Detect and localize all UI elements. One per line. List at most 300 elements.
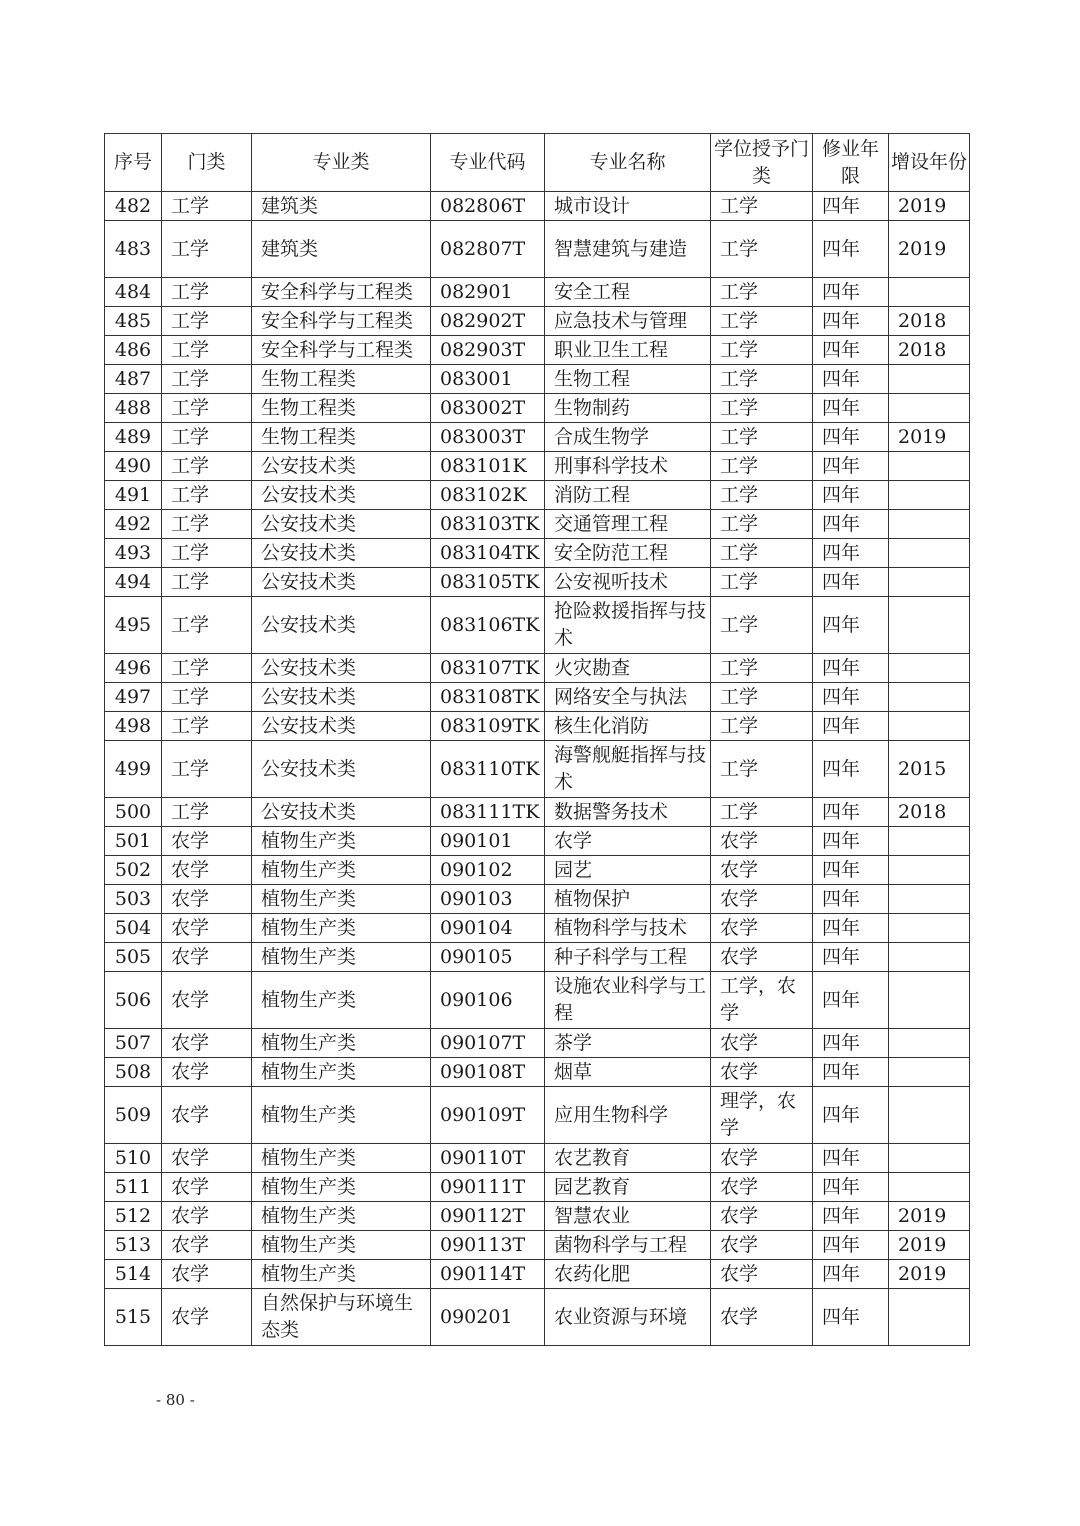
header-major-name: 专业名称 [545, 134, 711, 192]
cell-index: 490 [105, 452, 162, 481]
cell-major-code: 083106TK [431, 597, 545, 654]
cell-study-years: 四年 [813, 1029, 889, 1058]
cell-major-class: 公安技术类 [252, 539, 431, 568]
cell-year-added: 2019 [889, 1231, 970, 1260]
cell-discipline: 工学 [162, 307, 252, 336]
cell-index: 493 [105, 539, 162, 568]
cell-index: 489 [105, 423, 162, 452]
table-row [105, 481, 970, 510]
cell-discipline: 工学 [162, 394, 252, 423]
table-row [105, 597, 970, 654]
cell-degree-category: 农学 [711, 1058, 813, 1087]
cell-major-code: 082902T [431, 307, 545, 336]
cell-year-added: 2019 [889, 192, 970, 221]
cell-study-years: 四年 [813, 192, 889, 221]
cell-major-name: 数据警务技术 [545, 798, 711, 827]
cell-year-added [889, 365, 970, 394]
cell-major-name: 火灾勘查 [545, 654, 711, 683]
cell-index: 509 [105, 1087, 162, 1144]
cell-degree-category: 农学 [711, 1202, 813, 1231]
cell-major-code: 083108TK [431, 683, 545, 712]
cell-major-code: 083105TK [431, 568, 545, 597]
cell-major-name: 茶学 [545, 1029, 711, 1058]
table-row [105, 307, 970, 336]
cell-degree-category: 工学 [711, 365, 813, 394]
cell-major-class: 公安技术类 [252, 452, 431, 481]
cell-degree-category: 农学 [711, 885, 813, 914]
table-row [105, 798, 970, 827]
cell-major-class: 植物生产类 [252, 1087, 431, 1144]
cell-degree-category: 工学 [711, 539, 813, 568]
header-major-code: 专业代码 [431, 134, 545, 192]
cell-year-added [889, 1058, 970, 1087]
cell-degree-category: 工学 [711, 452, 813, 481]
cell-major-code: 083102K [431, 481, 545, 510]
cell-major-class: 植物生产类 [252, 1058, 431, 1087]
cell-index: 507 [105, 1029, 162, 1058]
cell-year-added: 2019 [889, 423, 970, 452]
cell-discipline: 工学 [162, 683, 252, 712]
cell-degree-category: 农学 [711, 827, 813, 856]
cell-major-name: 安全工程 [545, 278, 711, 307]
cell-major-code: 083003T [431, 423, 545, 452]
cell-index: 511 [105, 1173, 162, 1202]
cell-major-class: 植物生产类 [252, 943, 431, 972]
cell-study-years: 四年 [813, 972, 889, 1029]
cell-major-class: 生物工程类 [252, 423, 431, 452]
table-row [105, 683, 970, 712]
header-year-added: 增设年份 [889, 134, 970, 192]
cell-degree-category: 工学，农学 [711, 972, 813, 1029]
cell-index: 505 [105, 943, 162, 972]
cell-major-name: 生物制药 [545, 394, 711, 423]
cell-discipline: 农学 [162, 1029, 252, 1058]
table-row [105, 452, 970, 481]
cell-study-years: 四年 [813, 798, 889, 827]
cell-major-class: 植物生产类 [252, 856, 431, 885]
cell-year-added [889, 654, 970, 683]
cell-major-class: 公安技术类 [252, 712, 431, 741]
cell-major-class: 生物工程类 [252, 365, 431, 394]
cell-year-added [889, 510, 970, 539]
cell-degree-category: 农学 [711, 943, 813, 972]
table-row [105, 336, 970, 365]
cell-major-class: 植物生产类 [252, 1202, 431, 1231]
cell-year-added: 2018 [889, 336, 970, 365]
cell-study-years: 四年 [813, 1231, 889, 1260]
cell-discipline: 工学 [162, 568, 252, 597]
cell-discipline: 工学 [162, 221, 252, 278]
cell-study-years: 四年 [813, 307, 889, 336]
cell-index: 502 [105, 856, 162, 885]
header-major-class: 专业类 [252, 134, 431, 192]
table-row [105, 914, 970, 943]
cell-index: 491 [105, 481, 162, 510]
cell-year-added: 2015 [889, 741, 970, 798]
cell-major-name: 安全防范工程 [545, 539, 711, 568]
cell-discipline: 工学 [162, 423, 252, 452]
cell-index: 497 [105, 683, 162, 712]
cell-major-code: 090101 [431, 827, 545, 856]
cell-discipline: 工学 [162, 798, 252, 827]
cell-study-years: 四年 [813, 683, 889, 712]
cell-major-code: 090103 [431, 885, 545, 914]
cell-major-name: 农学 [545, 827, 711, 856]
cell-study-years: 四年 [813, 856, 889, 885]
cell-major-code: 082807T [431, 221, 545, 278]
cell-degree-category: 农学 [711, 856, 813, 885]
cell-major-code: 083104TK [431, 539, 545, 568]
cell-major-class: 植物生产类 [252, 1260, 431, 1289]
cell-discipline: 工学 [162, 365, 252, 394]
cell-year-added [889, 1173, 970, 1202]
table-row [105, 1029, 970, 1058]
cell-degree-category: 工学 [711, 221, 813, 278]
table-row [105, 885, 970, 914]
table-row [105, 943, 970, 972]
header-row [105, 134, 970, 192]
cell-degree-category: 工学 [711, 741, 813, 798]
cell-major-class: 植物生产类 [252, 1231, 431, 1260]
cell-major-name: 农业资源与环境 [545, 1289, 711, 1346]
table-row [105, 1289, 970, 1346]
cell-discipline: 工学 [162, 712, 252, 741]
cell-major-code: 090111T [431, 1173, 545, 1202]
cell-discipline: 工学 [162, 741, 252, 798]
cell-degree-category: 农学 [711, 1231, 813, 1260]
cell-index: 506 [105, 972, 162, 1029]
cell-degree-category: 工学 [711, 597, 813, 654]
cell-discipline: 工学 [162, 597, 252, 654]
cell-major-code: 083001 [431, 365, 545, 394]
cell-index: 496 [105, 654, 162, 683]
cell-degree-category: 工学 [711, 712, 813, 741]
cell-major-class: 自然保护与环境生态类 [252, 1289, 431, 1346]
cell-year-added [889, 278, 970, 307]
table-row [105, 856, 970, 885]
cell-major-class: 安全科学与工程类 [252, 307, 431, 336]
cell-major-class: 公安技术类 [252, 683, 431, 712]
cell-degree-category: 工学 [711, 394, 813, 423]
cell-degree-category: 农学 [711, 914, 813, 943]
cell-major-code: 083107TK [431, 654, 545, 683]
cell-degree-category: 农学 [711, 1173, 813, 1202]
cell-major-name: 农艺教育 [545, 1144, 711, 1173]
cell-major-class: 植物生产类 [252, 1029, 431, 1058]
cell-index: 494 [105, 568, 162, 597]
cell-major-class: 公安技术类 [252, 597, 431, 654]
cell-index: 515 [105, 1289, 162, 1346]
cell-year-added [889, 914, 970, 943]
cell-study-years: 四年 [813, 1087, 889, 1144]
cell-study-years: 四年 [813, 336, 889, 365]
cell-major-code: 083101K [431, 452, 545, 481]
cell-study-years: 四年 [813, 1289, 889, 1346]
cell-year-added: 2018 [889, 307, 970, 336]
cell-major-code: 082806T [431, 192, 545, 221]
table-row [105, 741, 970, 798]
cell-discipline: 农学 [162, 1289, 252, 1346]
cell-study-years: 四年 [813, 568, 889, 597]
major-list-table [104, 133, 970, 1346]
cell-year-added [889, 827, 970, 856]
table-row [105, 568, 970, 597]
cell-index: 482 [105, 192, 162, 221]
cell-year-added: 2019 [889, 221, 970, 278]
table-row [105, 278, 970, 307]
cell-major-code: 090201 [431, 1289, 545, 1346]
cell-major-code: 083111TK [431, 798, 545, 827]
cell-study-years: 四年 [813, 1144, 889, 1173]
cell-year-added [889, 597, 970, 654]
cell-year-added [889, 394, 970, 423]
cell-major-code: 090105 [431, 943, 545, 972]
cell-discipline: 农学 [162, 1202, 252, 1231]
page-number: - 80 - [156, 1391, 195, 1409]
cell-index: 498 [105, 712, 162, 741]
cell-major-code: 082901 [431, 278, 545, 307]
cell-discipline: 工学 [162, 510, 252, 539]
cell-major-class: 植物生产类 [252, 885, 431, 914]
cell-major-class: 建筑类 [252, 192, 431, 221]
cell-discipline: 工学 [162, 481, 252, 510]
cell-study-years: 四年 [813, 827, 889, 856]
cell-year-added [889, 683, 970, 712]
cell-major-name: 生物工程 [545, 365, 711, 394]
cell-index: 501 [105, 827, 162, 856]
cell-degree-category: 工学 [711, 683, 813, 712]
cell-index: 508 [105, 1058, 162, 1087]
cell-major-code: 083110TK [431, 741, 545, 798]
cell-major-class: 公安技术类 [252, 741, 431, 798]
cell-major-class: 公安技术类 [252, 481, 431, 510]
cell-discipline: 农学 [162, 1260, 252, 1289]
cell-major-class: 生物工程类 [252, 394, 431, 423]
cell-degree-category: 工学 [711, 278, 813, 307]
table-row [105, 394, 970, 423]
cell-degree-category: 工学 [711, 510, 813, 539]
cell-year-added [889, 856, 970, 885]
cell-major-class: 植物生产类 [252, 972, 431, 1029]
cell-study-years: 四年 [813, 943, 889, 972]
cell-degree-category: 工学 [711, 654, 813, 683]
cell-discipline: 工学 [162, 654, 252, 683]
cell-study-years: 四年 [813, 597, 889, 654]
cell-major-name: 智慧农业 [545, 1202, 711, 1231]
cell-index: 514 [105, 1260, 162, 1289]
cell-discipline: 工学 [162, 278, 252, 307]
cell-discipline: 农学 [162, 1231, 252, 1260]
cell-discipline: 工学 [162, 192, 252, 221]
cell-discipline: 农学 [162, 1173, 252, 1202]
table-row [105, 365, 970, 394]
cell-major-name: 城市设计 [545, 192, 711, 221]
cell-major-name: 种子科学与工程 [545, 943, 711, 972]
cell-index: 487 [105, 365, 162, 394]
cell-major-code: 083002T [431, 394, 545, 423]
cell-index: 485 [105, 307, 162, 336]
cell-study-years: 四年 [813, 221, 889, 278]
cell-year-added [889, 943, 970, 972]
cell-degree-category: 工学 [711, 423, 813, 452]
cell-discipline: 农学 [162, 1144, 252, 1173]
cell-year-added: 2019 [889, 1202, 970, 1231]
cell-year-added [889, 568, 970, 597]
cell-degree-category: 工学 [711, 798, 813, 827]
cell-major-name: 抢险救援指挥与技术 [545, 597, 711, 654]
cell-major-class: 公安技术类 [252, 654, 431, 683]
cell-major-name: 应急技术与管理 [545, 307, 711, 336]
cell-year-added [889, 885, 970, 914]
cell-year-added: 2019 [889, 1260, 970, 1289]
cell-major-code: 090108T [431, 1058, 545, 1087]
cell-major-code: 090102 [431, 856, 545, 885]
header-discipline: 门类 [162, 134, 252, 192]
cell-study-years: 四年 [813, 510, 889, 539]
cell-study-years: 四年 [813, 914, 889, 943]
cell-index: 488 [105, 394, 162, 423]
cell-major-code: 090109T [431, 1087, 545, 1144]
table-row [105, 1173, 970, 1202]
cell-major-class: 公安技术类 [252, 798, 431, 827]
cell-degree-category: 工学 [711, 192, 813, 221]
cell-discipline: 农学 [162, 914, 252, 943]
table-row [105, 423, 970, 452]
cell-year-added [889, 481, 970, 510]
cell-major-code: 090107T [431, 1029, 545, 1058]
cell-discipline: 农学 [162, 1058, 252, 1087]
cell-study-years: 四年 [813, 885, 889, 914]
table-row [105, 712, 970, 741]
cell-discipline: 农学 [162, 943, 252, 972]
cell-major-class: 植物生产类 [252, 914, 431, 943]
cell-study-years: 四年 [813, 654, 889, 683]
cell-major-class: 公安技术类 [252, 568, 431, 597]
cell-study-years: 四年 [813, 481, 889, 510]
header-study-years: 修业年限 [813, 134, 889, 192]
table-row [105, 1231, 970, 1260]
cell-major-name: 消防工程 [545, 481, 711, 510]
cell-major-code: 083103TK [431, 510, 545, 539]
cell-major-name: 合成生物学 [545, 423, 711, 452]
cell-index: 513 [105, 1231, 162, 1260]
table-row [105, 1058, 970, 1087]
cell-index: 512 [105, 1202, 162, 1231]
cell-study-years: 四年 [813, 423, 889, 452]
cell-major-name: 菌物科学与工程 [545, 1231, 711, 1260]
cell-major-name: 植物科学与技术 [545, 914, 711, 943]
cell-major-class: 公安技术类 [252, 510, 431, 539]
cell-discipline: 农学 [162, 827, 252, 856]
cell-major-name: 智慧建筑与建造 [545, 221, 711, 278]
cell-discipline: 工学 [162, 336, 252, 365]
cell-major-code: 090113T [431, 1231, 545, 1260]
cell-year-added: 2018 [889, 798, 970, 827]
cell-major-name: 海警舰艇指挥与技术 [545, 741, 711, 798]
cell-major-name: 农药化肥 [545, 1260, 711, 1289]
cell-major-class: 安全科学与工程类 [252, 278, 431, 307]
cell-major-name: 核生化消防 [545, 712, 711, 741]
cell-major-class: 植物生产类 [252, 827, 431, 856]
cell-study-years: 四年 [813, 1202, 889, 1231]
cell-major-name: 设施农业科学与工程 [545, 972, 711, 1029]
cell-year-added [889, 712, 970, 741]
header-index: 序号 [105, 134, 162, 192]
cell-index: 503 [105, 885, 162, 914]
cell-major-code: 082903T [431, 336, 545, 365]
cell-major-name: 应用生物科学 [545, 1087, 711, 1144]
cell-major-code: 090114T [431, 1260, 545, 1289]
cell-index: 504 [105, 914, 162, 943]
table-row [105, 539, 970, 568]
cell-study-years: 四年 [813, 278, 889, 307]
cell-index: 500 [105, 798, 162, 827]
cell-major-code: 090112T [431, 1202, 545, 1231]
cell-degree-category: 工学 [711, 307, 813, 336]
table-row [105, 827, 970, 856]
cell-study-years: 四年 [813, 365, 889, 394]
cell-study-years: 四年 [813, 539, 889, 568]
cell-discipline: 工学 [162, 452, 252, 481]
cell-index: 495 [105, 597, 162, 654]
cell-major-class: 建筑类 [252, 221, 431, 278]
cell-major-name: 交通管理工程 [545, 510, 711, 539]
cell-discipline: 工学 [162, 539, 252, 568]
cell-degree-category: 工学 [711, 481, 813, 510]
cell-study-years: 四年 [813, 452, 889, 481]
cell-major-name: 刑事科学技术 [545, 452, 711, 481]
cell-major-code: 090104 [431, 914, 545, 943]
table-row [105, 1260, 970, 1289]
header-degree-category: 学位授予门类 [711, 134, 813, 192]
cell-major-class: 安全科学与工程类 [252, 336, 431, 365]
cell-year-added [889, 1144, 970, 1173]
cell-year-added [889, 1029, 970, 1058]
cell-degree-category: 理学，农学 [711, 1087, 813, 1144]
cell-degree-category: 农学 [711, 1260, 813, 1289]
table-row [105, 654, 970, 683]
cell-year-added [889, 539, 970, 568]
cell-index: 486 [105, 336, 162, 365]
cell-major-name: 园艺教育 [545, 1173, 711, 1202]
cell-discipline: 农学 [162, 885, 252, 914]
cell-year-added [889, 452, 970, 481]
cell-major-class: 植物生产类 [252, 1173, 431, 1202]
cell-index: 492 [105, 510, 162, 539]
cell-discipline: 农学 [162, 856, 252, 885]
cell-major-name: 网络安全与执法 [545, 683, 711, 712]
table-body [105, 192, 970, 1346]
cell-study-years: 四年 [813, 1173, 889, 1202]
cell-major-code: 083109TK [431, 712, 545, 741]
table-row [105, 1144, 970, 1173]
cell-major-class: 植物生产类 [252, 1144, 431, 1173]
cell-index: 483 [105, 221, 162, 278]
cell-year-added [889, 1289, 970, 1346]
cell-major-name: 职业卫生工程 [545, 336, 711, 365]
cell-discipline: 农学 [162, 972, 252, 1029]
table-row [105, 1087, 970, 1144]
table-row [105, 192, 970, 221]
cell-degree-category: 农学 [711, 1029, 813, 1058]
cell-major-name: 园艺 [545, 856, 711, 885]
cell-index: 484 [105, 278, 162, 307]
cell-degree-category: 农学 [711, 1144, 813, 1173]
table-row [105, 972, 970, 1029]
cell-degree-category: 农学 [711, 1289, 813, 1346]
cell-major-name: 烟草 [545, 1058, 711, 1087]
cell-major-code: 090106 [431, 972, 545, 1029]
